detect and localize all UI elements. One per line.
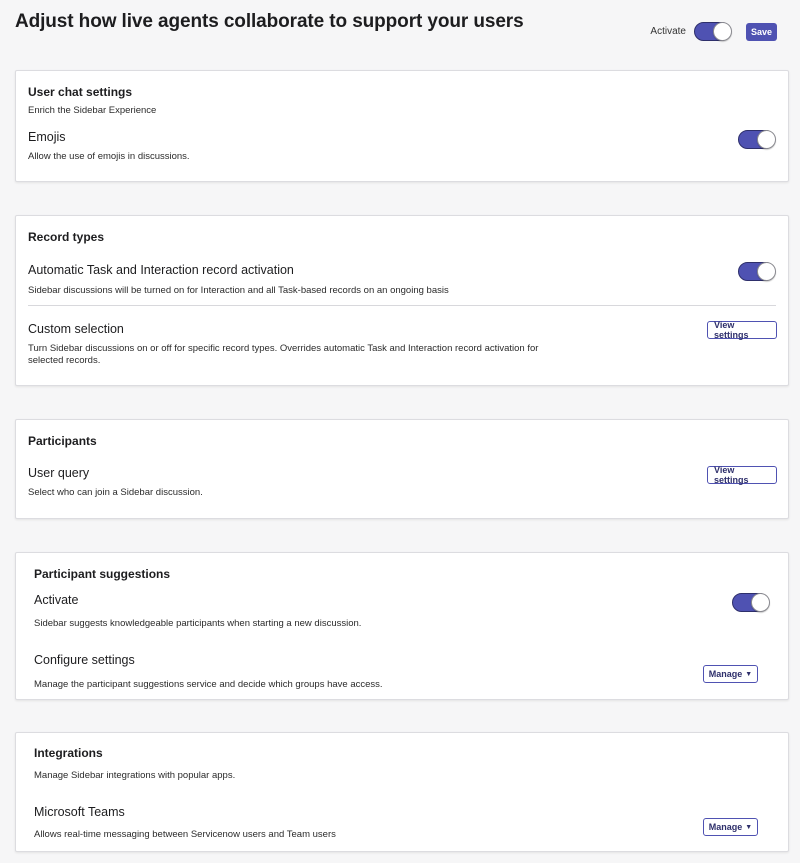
custom-selection-description-line2: selected records. xyxy=(28,355,101,366)
auto-activation-description: Sidebar discussions will be turned on for Interaction and all Task-based records on an ongoing basis xyxy=(28,285,449,296)
toggle-knob xyxy=(751,593,770,612)
divider xyxy=(28,305,776,306)
caret-down-icon: ▼ xyxy=(745,823,753,831)
participant-suggestions-card xyxy=(15,552,789,700)
card-title: Participant suggestions xyxy=(34,567,171,581)
suggestions-manage-button[interactable] xyxy=(703,665,758,683)
user-query-description: Select who can join a Sidebar discussion. xyxy=(28,487,203,498)
emojis-title: Emojis xyxy=(28,130,66,144)
card-title: User chat settings xyxy=(28,85,133,99)
activate-toggle[interactable] xyxy=(694,22,731,41)
auto-activation-toggle[interactable] xyxy=(738,262,775,281)
microsoft-teams-title: Microsoft Teams xyxy=(34,805,125,819)
custom-selection-description-line1: Turn Sidebar discussions on or off for specific record types. Overrides automatic Task and Interaction record activation for xyxy=(28,343,539,354)
card-title: Participants xyxy=(28,434,97,448)
card-title: Record types xyxy=(28,230,105,244)
auto-activation-title: Automatic Task and Interaction record activation xyxy=(28,263,294,277)
card-title: Integrations xyxy=(34,746,103,760)
record-types-card xyxy=(15,215,789,386)
toggle-knob xyxy=(757,130,776,149)
custom-selection-title: Custom selection xyxy=(28,322,124,336)
microsoft-teams-description: Allows real-time messaging between Servicenow users and Team users xyxy=(34,829,336,840)
caret-down-icon: ▼ xyxy=(745,670,753,678)
page-title: Adjust how live agents collaborate to support your users xyxy=(15,11,524,32)
toggle-knob xyxy=(713,22,732,41)
suggestions-activate-title: Activate xyxy=(34,593,79,607)
toggle-knob xyxy=(757,262,776,281)
activate-label: Activate xyxy=(650,26,686,37)
manage-label: Manage xyxy=(708,822,743,832)
header-actions xyxy=(650,22,777,41)
custom-selection-view-settings-button[interactable]: View settings xyxy=(707,321,777,339)
configure-settings-title: Configure settings xyxy=(34,653,135,667)
suggestions-activate-toggle[interactable] xyxy=(732,593,769,612)
emojis-description: Allow the use of emojis in discussions. xyxy=(28,151,190,162)
save-button[interactable]: Save xyxy=(746,23,777,41)
integrations-subtitle: Manage Sidebar integrations with popular apps. xyxy=(34,770,236,781)
teams-manage-button[interactable] xyxy=(703,818,758,836)
suggestions-activate-description: Sidebar suggests knowledgeable participants when starting a new discussion. xyxy=(34,618,362,629)
card-subtitle: Enrich the Sidebar Experience xyxy=(28,105,157,116)
integrations-card xyxy=(15,732,789,852)
emojis-toggle[interactable] xyxy=(738,130,775,149)
configure-settings-description: Manage the participant suggestions service and decide which groups have access. xyxy=(34,679,383,690)
participants-card xyxy=(15,419,789,519)
manage-label: Manage xyxy=(708,669,743,679)
user-query-view-settings-button[interactable]: View settings xyxy=(707,466,777,484)
user-query-title: User query xyxy=(28,466,90,480)
user-chat-settings-card xyxy=(15,70,789,182)
